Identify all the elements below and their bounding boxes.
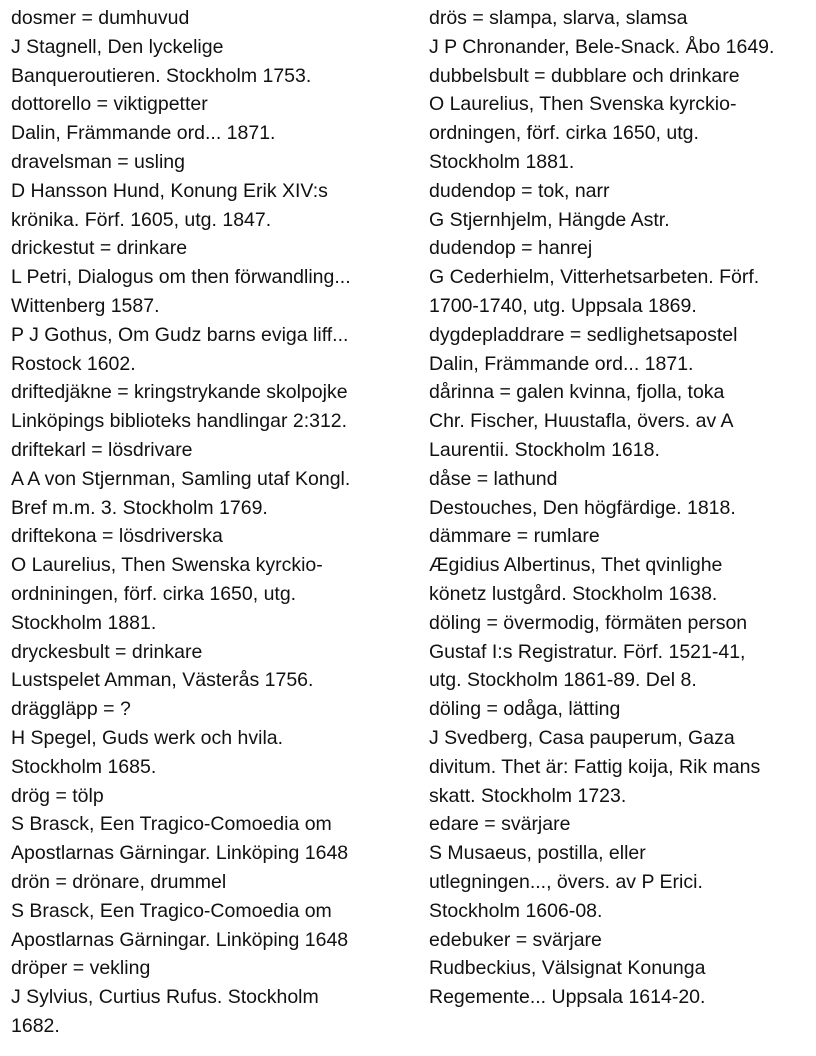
text-line: drickestut = drinkare bbox=[11, 237, 188, 260]
text-line: Destouches, Den högfärdige. 1818. bbox=[429, 496, 736, 519]
text-line: dosmer = dumhuvud bbox=[11, 7, 190, 29]
text-line: ordniningen, förf. cirka 1650, utg. bbox=[11, 582, 297, 605]
text-line: Apostlarnas Gärningar. Linköping 1648 bbox=[11, 928, 349, 951]
text-line: J Sylvius, Curtius Rufus. Stockholm bbox=[11, 986, 319, 1009]
text-line: dudendop = hanrej bbox=[429, 237, 593, 260]
text-line: könetz lustgård. Stockholm 1638. bbox=[429, 582, 718, 605]
text-line: drög = tölp bbox=[11, 784, 104, 807]
text-line: driftedjäkne = kringstrykande skolpojke bbox=[11, 381, 348, 404]
text-line: Stockholm 1881. bbox=[429, 150, 575, 173]
text-line: A A von Stjernman, Samling utaf Kongl. bbox=[11, 467, 351, 490]
text-line: L Petri, Dialogus om then förwandling... bbox=[11, 266, 351, 289]
text-line: Linköpings biblioteks handlingar 2:312. bbox=[11, 410, 348, 433]
text-line: Laurentii. Stockholm 1618. bbox=[429, 438, 660, 461]
text-line: driftekona = lösdriverska bbox=[11, 525, 223, 548]
text-line: Ægidius Albertinus, Thet qvinlighe bbox=[429, 554, 723, 577]
text-line: drön = drönare, drummel bbox=[11, 870, 227, 893]
text-line: dygdepladdrare = sedlighetsapostel bbox=[429, 323, 738, 346]
text-line: skatt. Stockholm 1723. bbox=[429, 784, 627, 807]
text-line: utg. Stockholm 1861-89. Del 8. bbox=[429, 669, 697, 692]
text-line: S Brasck, Een Tragico-Comoedia om bbox=[11, 813, 332, 836]
text-line: 1700-1740, utg. Uppsala 1869. bbox=[429, 294, 697, 317]
text-line: Regemente... Uppsala 1614-20. bbox=[429, 986, 706, 1009]
text-line: dryckesbult = drinkare bbox=[11, 640, 203, 663]
text-line: Bref m.m. 3. Stockholm 1769. bbox=[11, 496, 268, 519]
text-line: dröper = vekling bbox=[11, 957, 151, 980]
text-line: O Laurelius, Then Svenska kyrckio- bbox=[429, 93, 737, 116]
text-line: H Spegel, Guds werk och hvila. bbox=[11, 726, 284, 749]
text-line: Dalin, Främmande ord... 1871. bbox=[429, 352, 694, 375]
text-line: ordningen, förf. cirka 1650, utg. bbox=[429, 122, 699, 145]
text-line: Stockholm 1685. bbox=[11, 755, 157, 778]
text-line: dräggläpp = ? bbox=[11, 698, 131, 721]
text-line: O Laurelius, Then Swenska kyrckio- bbox=[11, 554, 323, 577]
text-line: Gustaf I:s Registratur. Förf. 1521-41, bbox=[429, 640, 746, 663]
text-line: Lustspelet Amman, Västerås 1756. bbox=[11, 669, 314, 692]
text-line: döling = övermodig, förmäten person bbox=[429, 611, 748, 634]
text-line: dravelsman = usling bbox=[11, 150, 185, 173]
text-line: dudendop = tok, narr bbox=[429, 179, 610, 202]
text-line: Chr. Fischer, Huustafla, övers. av A bbox=[429, 410, 734, 433]
text-line: Rostock 1602. bbox=[11, 352, 136, 375]
text-line: edebuker = svärjare bbox=[429, 928, 602, 951]
text-line: J Stagnell, Den lyckelige bbox=[11, 35, 224, 58]
text-line: edare = svärjare bbox=[429, 813, 571, 836]
text-line: döling = odåga, lätting bbox=[429, 698, 621, 721]
text-line: dårinna = galen kvinna, fjolla, toka bbox=[429, 381, 725, 404]
text-line: Dalin, Främmande ord... 1871. bbox=[11, 122, 276, 145]
text-line: P J Gothus, Om Gudz barns eviga liff... bbox=[11, 323, 349, 346]
text-line: S Musaeus, postilla, eller bbox=[429, 842, 646, 865]
text-line: G Stjernhjelm, Hängde Astr. bbox=[429, 208, 670, 231]
text-line: drös = slampa, slarva, slamsa bbox=[429, 7, 688, 29]
left-column bbox=[11, 4, 411, 1041]
text-line: dämmare = rumlare bbox=[429, 525, 600, 548]
text-line: krönika. Förf. 1605, utg. 1847. bbox=[11, 208, 272, 231]
right-column bbox=[429, 4, 813, 1012]
text-line: Stockholm 1881. bbox=[11, 611, 157, 634]
text-line: divitum. Thet är: Fattig koija, Rik mans bbox=[429, 755, 761, 778]
text-line: dåse = lathund bbox=[429, 467, 558, 490]
text-line: dubbelsbult = dubblare och drinkare bbox=[429, 64, 740, 87]
text-line: driftekarl = lösdrivare bbox=[11, 438, 193, 461]
text-line: Banqueroutieren. Stockholm 1753. bbox=[11, 64, 312, 87]
text-line: dottorello = viktigpetter bbox=[11, 93, 208, 116]
text-line: D Hansson Hund, Konung Erik XIV:s bbox=[11, 179, 328, 202]
text-line: J Svedberg, Casa pauperum, Gaza bbox=[429, 726, 735, 749]
text-line: 1682. bbox=[11, 1014, 60, 1037]
text-line: S Brasck, Een Tragico-Comoedia om bbox=[11, 899, 332, 922]
text-line: Stockholm 1606-08. bbox=[429, 899, 603, 922]
text-line: J P Chronander, Bele-Snack. Åbo 1649. bbox=[429, 35, 775, 58]
text-line: Apostlarnas Gärningar. Linköping 1648 bbox=[11, 842, 349, 865]
text-line: Wittenberg 1587. bbox=[11, 294, 160, 317]
text-line: utlegningen..., övers. av P Erici. bbox=[429, 870, 703, 893]
text-line: Rudbeckius, Välsignat Konunga bbox=[429, 957, 706, 980]
text-line: G Cederhielm, Vitterhetsarbeten. Förf. bbox=[429, 266, 760, 289]
